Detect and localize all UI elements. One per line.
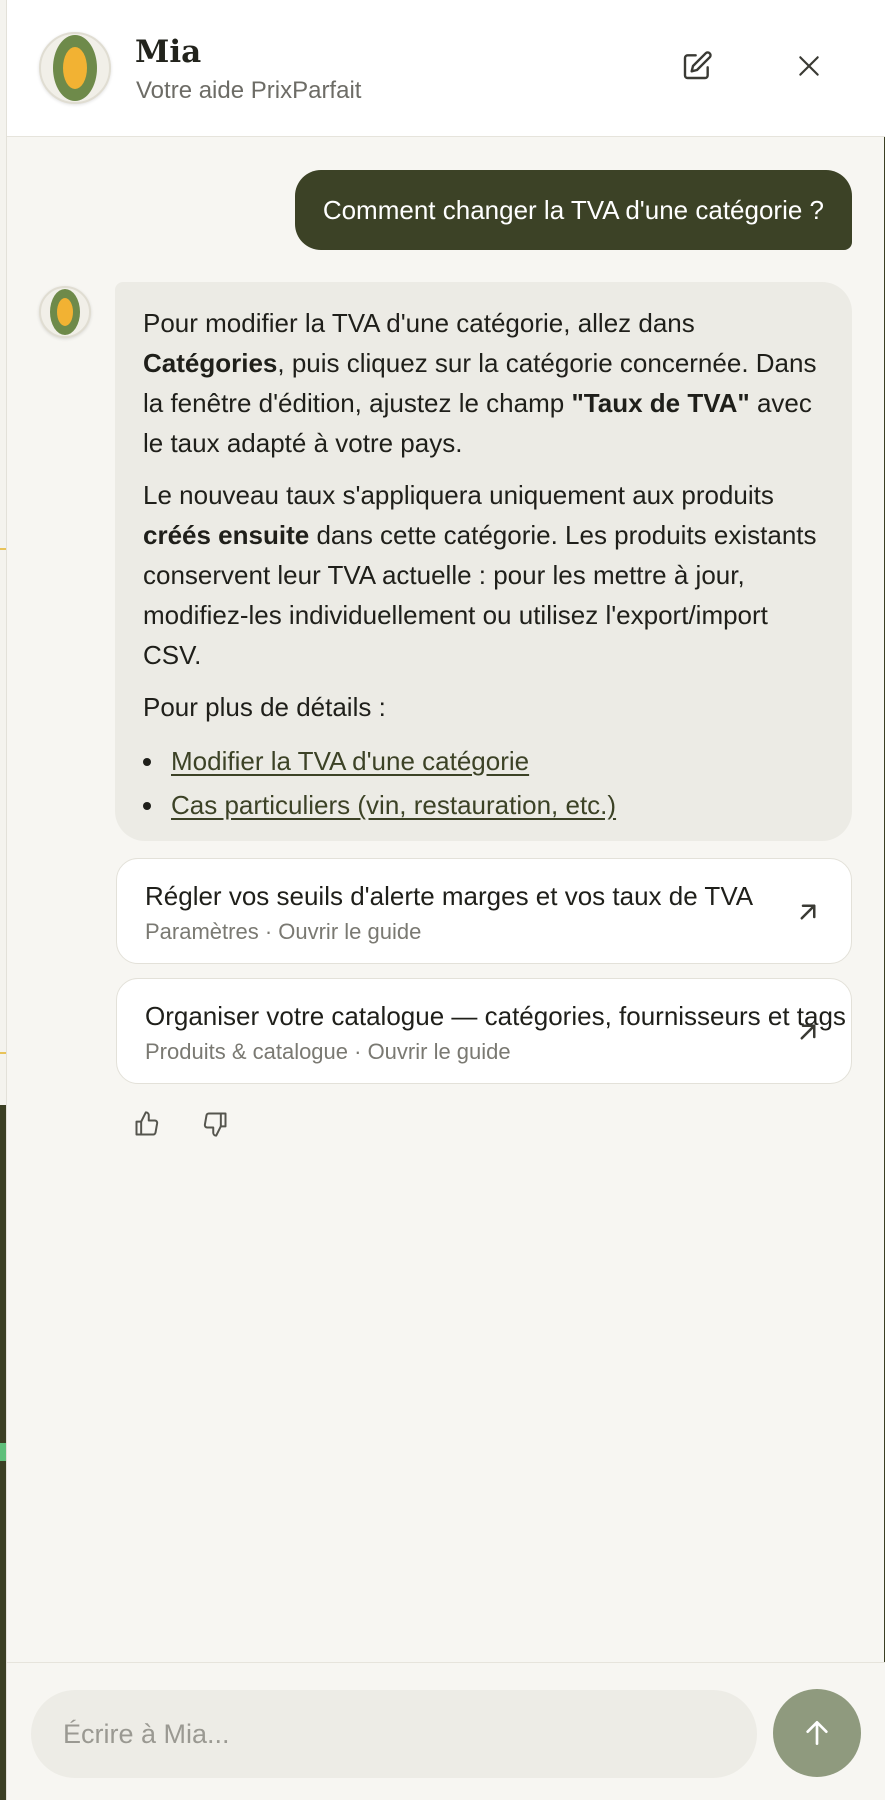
guide-card[interactable] [116,978,852,1084]
list-item [143,783,824,827]
thumbs-up-button[interactable] [129,1106,165,1142]
thumbs-down-button[interactable] [197,1106,233,1142]
assistant-paragraph: Pour plus de détails : [143,692,386,722]
guide-card-title: Organiser votre catalogue — catégories, fournisseurs et tags [145,1001,846,1031]
close-button[interactable] [789,46,829,86]
chat-panel [6,0,884,1800]
chat-header [7,0,885,137]
guide-card[interactable] [116,858,852,964]
assistant-message-avatar [39,286,91,338]
help-links-list [143,739,824,827]
message-input[interactable] [31,1690,757,1778]
guide-card-meta: Produits & catalogue · Ouvrir le guide [145,1039,511,1064]
send-button[interactable] [773,1689,861,1777]
assistant-name: Mia [135,34,202,70]
guide-card-title: Régler vos seuils d'alerte marges et vos taux de TVA [145,881,754,911]
assistant-paragraph: Le nouveau taux s'appliquera uniquement aux produits créés ensuite dans cette catégorie. Les produits existants conservent leur TVA actuelle : pour les mettre à jour, modifiez-les individuellement ou utilisez l'export/import CSV. [143,480,817,670]
assistant-avatar [39,32,111,104]
assistant-message-bubble [115,282,852,841]
guide-card-meta: Paramètres · Ouvrir le guide [145,919,422,944]
user-message-bubble: Comment changer la TVA d'une catégorie ? [295,170,852,250]
arrow-up-icon [801,1717,833,1749]
close-icon [796,53,822,79]
new-conversation-button[interactable] [677,46,717,86]
assistant-subtitle: Votre aide PrixParfait [136,77,362,104]
help-link-tva[interactable]: Modifier la TVA d'une catégorie [171,746,530,776]
external-arrow-icon [793,897,823,927]
edit-icon [681,50,713,82]
thumbs-up-icon [133,1110,161,1138]
thumbs-down-icon [201,1110,229,1138]
list-item [143,739,824,783]
help-link-special-cases[interactable]: Cas particuliers (vin, restauration, etc.) [171,790,617,820]
message-composer [7,1662,885,1800]
external-arrow-icon [793,1017,823,1047]
assistant-paragraph: Pour modifier la TVA d'une catégorie, allez dans Catégories, puis cliquez sur la catégorie concernée. Dans la fenêtre d'édition, ajustez le champ "Taux de TVA" avec le taux adapté à votre pays. [143,308,817,458]
